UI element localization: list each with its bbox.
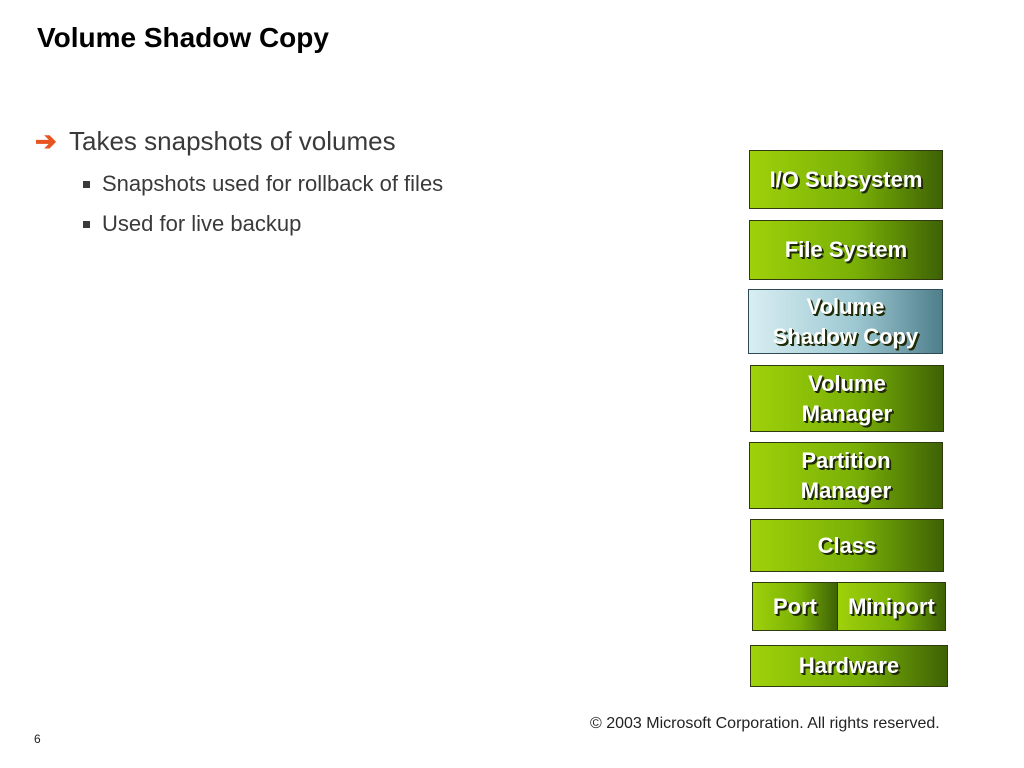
io-subsystem-label: I/O Subsystem	[769, 166, 923, 192]
bullet-list	[35, 126, 443, 237]
sub-bullet-text: Used for live backup	[102, 211, 302, 236]
io-subsystem-box	[749, 150, 943, 209]
bullet-main	[35, 126, 443, 157]
hardware-label: Hardware	[798, 653, 900, 678]
partition-manager-box	[749, 442, 943, 509]
copyright-notice: © 2003 Microsoft Corporation. All rights reserved.	[590, 715, 940, 732]
miniport-label: Miniport	[848, 593, 935, 619]
file-system-box	[749, 220, 943, 280]
slide-number: 6	[34, 732, 41, 746]
port-label: Port	[773, 593, 817, 619]
square-bullet-icon	[83, 181, 90, 188]
square-bullet-icon	[83, 221, 90, 228]
volume-shadow-copy-label-line2: Shadow Copy	[772, 323, 919, 349]
sub-bullet	[83, 171, 443, 197]
miniport-box	[837, 583, 945, 630]
class-label: Class	[817, 532, 877, 558]
volume-manager-label-line2: Manager	[801, 400, 893, 426]
partition-manager-label-line1: Partition	[801, 447, 891, 473]
file-system-label: File System	[784, 237, 908, 262]
partition-manager-label-line2: Manager	[800, 477, 892, 503]
port-box	[753, 583, 837, 630]
sub-bullet	[83, 211, 443, 237]
right-arrow-icon: ➔	[35, 126, 57, 156]
hardware-box	[750, 645, 948, 687]
slide-title: Volume Shadow Copy	[37, 22, 329, 53]
port-miniport-box	[752, 582, 946, 631]
sub-bullet-text: Snapshots used for rollback of files	[102, 171, 444, 196]
volume-shadow-copy-box	[748, 289, 943, 354]
class-box	[750, 519, 944, 572]
volume-manager-label-line1: Volume	[808, 370, 886, 396]
bullet-main-text: Takes snapshots of volumes	[69, 126, 396, 156]
volume-manager-box	[750, 365, 944, 432]
volume-shadow-copy-label-line1: Volume	[806, 293, 885, 319]
